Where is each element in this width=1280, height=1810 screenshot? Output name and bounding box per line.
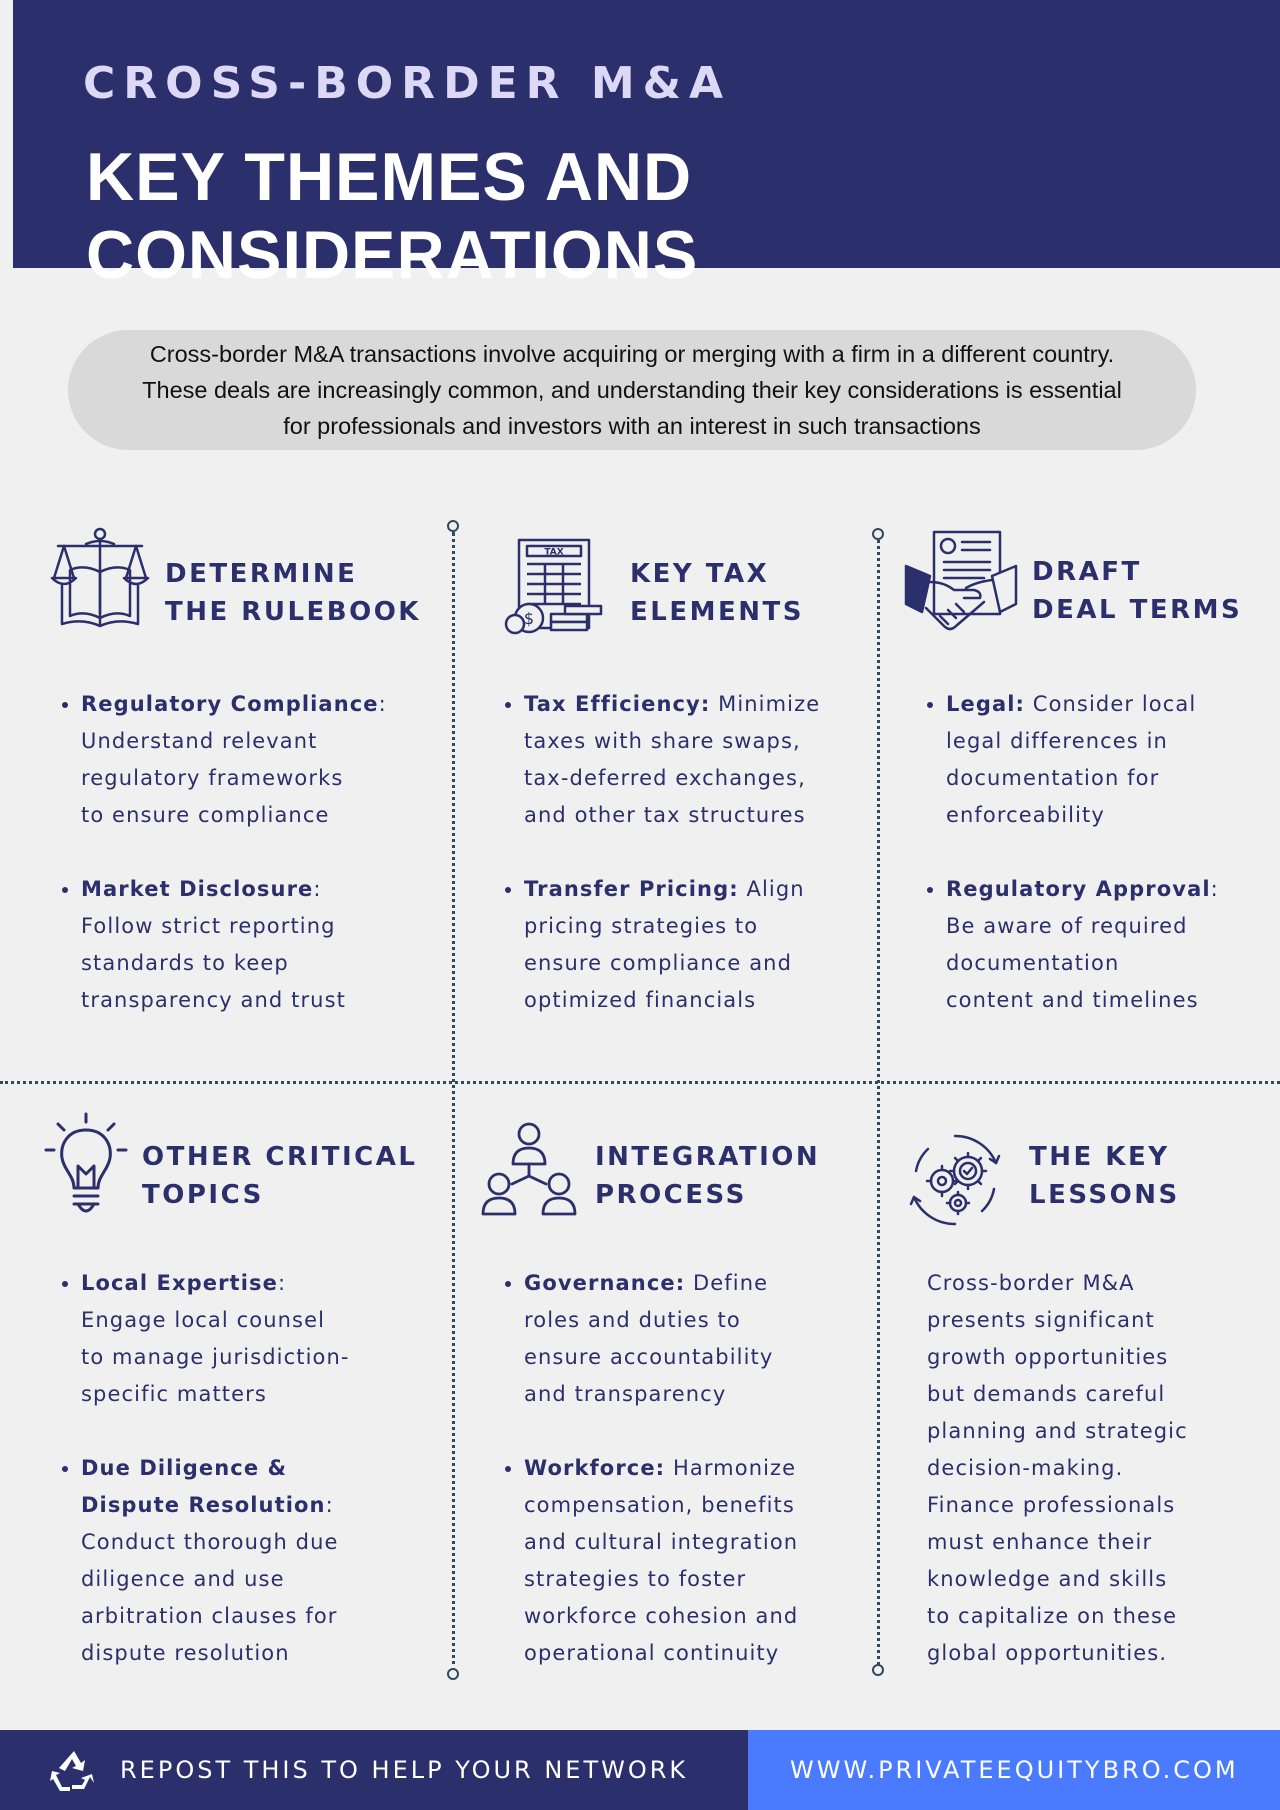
intro-pill — [68, 330, 1196, 450]
intro-line: Cross-border M&A transactions involve acquiring or merging with a firm in a different country. — [149, 341, 1115, 367]
intro-line: for professionals and investors with an interest in such transactions — [283, 413, 981, 439]
gears-check-icon — [908, 1133, 1002, 1227]
handshake-contract-icon — [904, 530, 1018, 642]
footer-url-bar[interactable] — [748, 1730, 1280, 1810]
intro-line: These deals are increasingly common, and understanding their key considerations is essential — [142, 377, 1122, 403]
header-banner — [13, 0, 1280, 293]
lightbulb-icon — [44, 1112, 128, 1220]
footer-cta-bar — [0, 1730, 748, 1810]
scales-book-icon — [48, 526, 152, 636]
list-item: • Regulatory Compliance: Understand relevant regulatory frameworks to ensure compliance — [81, 686, 461, 834]
section-title-lessons: THE KEY LESSONS — [1029, 1142, 1180, 1210]
website-link[interactable]: WWW.PRIVATEEQUITYBRO.COM — [790, 1756, 1239, 1784]
rulebook-list — [53, 686, 461, 1019]
intro-text — [142, 336, 1122, 444]
svg-text:TAX: TAX — [544, 547, 564, 558]
tax-form-coins-icon — [503, 538, 603, 636]
eyebrow-title: CROSS-BORDER M&A — [83, 58, 732, 109]
section-title-integration: INTEGRATION PROCESS — [595, 1142, 821, 1210]
svg-text:$: $ — [523, 609, 535, 628]
section-title-rulebook: DETERMINE THE RULEBOOK — [165, 559, 421, 627]
other-list — [53, 1265, 461, 1672]
page-title: KEY THEMES AND CONSIDERATIONS — [86, 139, 699, 293]
section-title-deal: DRAFT DEAL TERMS — [1032, 557, 1243, 625]
list-item: • Tax Efficiency: Minimize taxes with share swaps, tax-deferred exchanges, and other tax structures — [524, 686, 904, 834]
list-item: • Local Expertise: Engage local counsel to manage jurisdiction- specific matters — [81, 1265, 461, 1413]
list-item: • Market Disclosure: Follow strict reporting standards to keep transparency and trust — [81, 871, 461, 1019]
divider-cap — [872, 528, 884, 540]
deal-list — [918, 686, 1280, 1019]
list-item: • Due Diligence & Dispute Resolution: Conduct thorough due diligence and use arbitration clauses for dispute resolution — [81, 1450, 461, 1672]
tax-list — [496, 686, 904, 1019]
row-divider — [0, 1081, 1280, 1084]
section-title-other: OTHER CRITICAL TOPICS — [142, 1142, 418, 1210]
list-item: • Governance: Define roles and duties to ensure accountability and transparency — [524, 1265, 904, 1413]
list-item: • Legal: Consider local legal differences in documentation for enforceability — [946, 686, 1280, 834]
footer-cta-text: REPOST THIS TO HELP YOUR NETWORK — [120, 1756, 689, 1784]
list-item: • Workforce: Harmonize compensation, benefits and cultural integration strategies to foster workforce cohesion and operational continuity — [524, 1450, 904, 1672]
recycle-icon — [50, 1747, 98, 1795]
team-network-icon — [480, 1120, 578, 1218]
section-title-tax: KEY TAX ELEMENTS — [630, 559, 804, 627]
list-item: • Regulatory Approval: Be aware of required documentation content and timelines — [946, 871, 1280, 1019]
list-item: • Transfer Pricing: Align pricing strategies to ensure compliance and optimized financials — [524, 871, 904, 1019]
divider-cap — [447, 520, 459, 532]
integration-list — [496, 1265, 904, 1672]
lessons-text: Cross-border M&A presents significant growth opportunities but demands careful planning and strategic decision-making. Finance professionals must enhance their knowledge and skills to capitalize on these global opportunities. — [927, 1271, 1188, 1665]
